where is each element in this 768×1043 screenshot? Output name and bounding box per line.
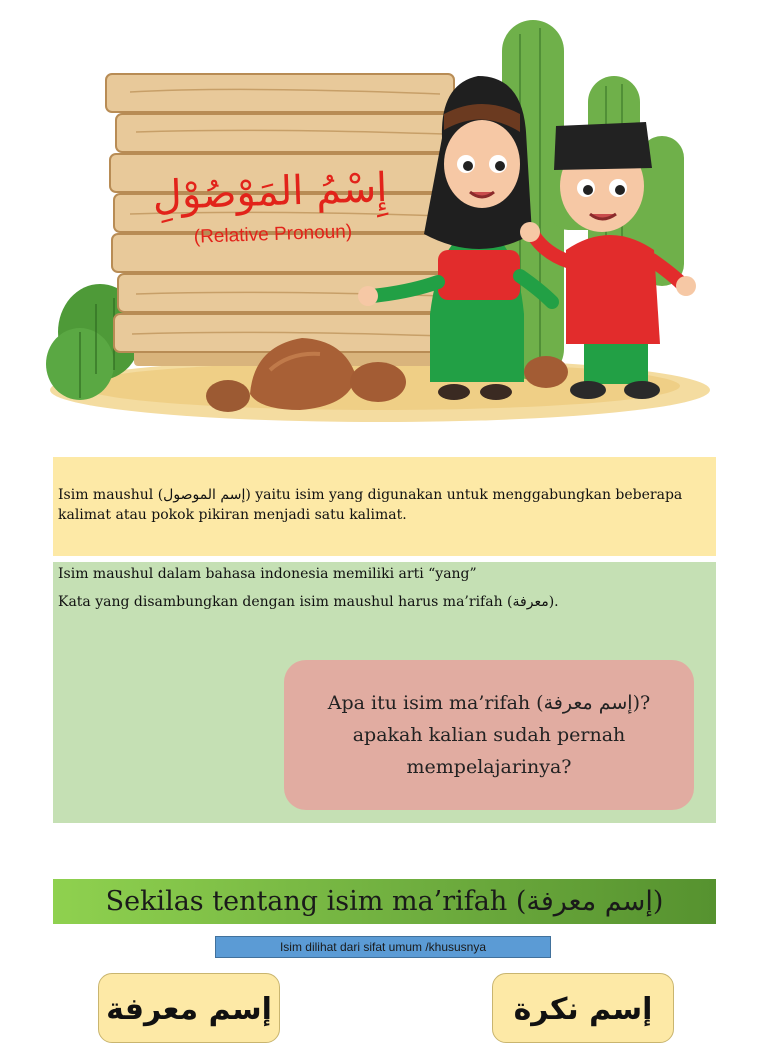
question-line-1-before: Apa itu isim ma’rifah ( — [327, 692, 544, 714]
green-line-2-after: ). — [548, 594, 559, 610]
question-line-1-after: )? — [632, 692, 651, 714]
arabic-title: إِسْمُ المَوْصُوْلِ — [151, 164, 389, 220]
section-banner — [53, 879, 716, 924]
wooden-sign — [106, 74, 456, 366]
card-isim-marifah: إسم معرفة — [98, 973, 280, 1043]
green-line-2 — [58, 594, 559, 610]
definition-arabic: إسم الموصول — [163, 487, 246, 503]
wooden-sign-kids-illustration — [40, 14, 720, 434]
hero-illustration — [40, 14, 720, 434]
question-line-3: mempelajarinya? — [406, 756, 572, 778]
banner-text-before: Sekilas tentang isim ma’rifah ( — [105, 886, 527, 917]
subtitle: (Relative Pronoun) — [193, 221, 353, 248]
green-line-2-arabic: معرفة — [512, 594, 549, 610]
definition-text-before: Isim maushul ( — [58, 487, 164, 503]
banner-text-after: ) — [652, 886, 664, 917]
classification-label: Isim dilihat dari sifat umum /khususnya — [215, 936, 551, 958]
question-line-2: apakah kalian sudah pernah — [352, 724, 626, 746]
banner-arabic: إسم معرفة — [526, 886, 653, 917]
definition-text-after: ) yaitu isim yang digunakan untuk menggabungkan beberapa kalimat atau pokok pikiran menjadi satu kalimat. — [58, 487, 683, 523]
card-isim-nakirah: إسم نكرة — [492, 973, 674, 1043]
question-card — [284, 660, 694, 810]
green-line-1: Isim maushul dalam bahasa indonesia memiliki arti “yang” — [58, 566, 477, 582]
definition-text — [58, 485, 698, 525]
question-line-1 — [328, 687, 650, 719]
green-line-2-before: Kata yang disambungkan dengan isim maushul harus ma’rifah ( — [58, 594, 513, 610]
question-line-1-arabic: إسم معرفة — [543, 692, 633, 714]
